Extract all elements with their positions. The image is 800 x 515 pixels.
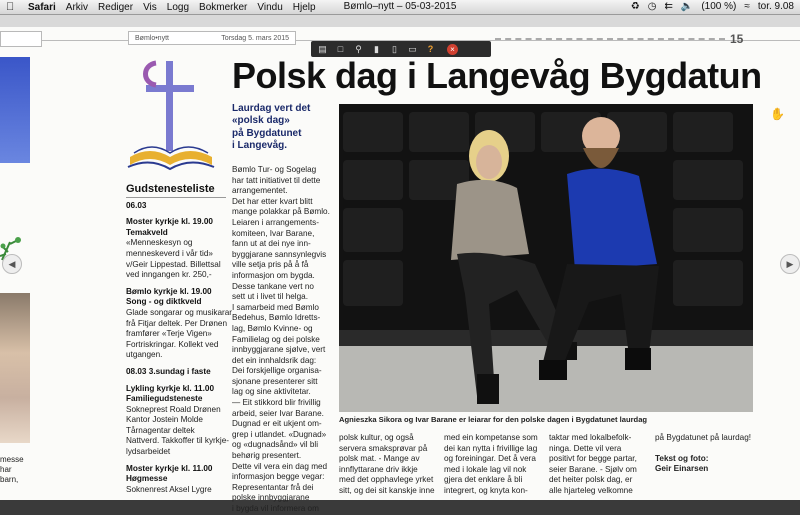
credit-line: Tekst og foto: [655,453,709,463]
menu-arkiv[interactable]: Arkiv [65,1,89,13]
lead-line: Laurdag vert det [232,103,311,114]
text-line: Bømlo Tur- og Sogelag [232,165,317,174]
lead-text [232,103,332,153]
text-line: Bedehus, Bømlo Idretts- [232,313,321,323]
hand-cursor-icon: ✋ [770,107,785,121]
lead-line: «polsk dag» [232,115,290,127]
text-line: taktar med lokalbefolk- [549,433,632,442]
service-detail: utgangen. [126,350,163,360]
service-heading: Bømlo kyrkje kl. 19.00 [126,286,212,296]
clip-icon[interactable]: ▯ [392,43,397,54]
wifi-icon[interactable]: ≈ [744,1,750,12]
text-line: byggjarane sannsynlegvis [232,249,327,259]
photo-credit [655,454,757,475]
prev-page-photo [0,293,30,443]
text-line: sett ut i livet til helga. [232,292,308,302]
status-area [631,1,794,12]
text-line: alle hjarteleg velkomne [549,485,633,495]
service-heading: 08.03 3.sundag i faste [126,366,211,376]
text-line: innflyttarane driv ikkje [339,464,418,474]
service-heading: Familiegudsteneste [126,394,203,404]
text-line: Representantar frå dei [232,482,314,492]
service-detail: Tårnagentar deltek [126,425,195,435]
text-line: fann ut at dei nye inn- [232,239,311,249]
text-line: og foreiningar. Det å vera [444,454,536,464]
text-line: positivt for begge partar, [549,454,637,464]
menu-vindu[interactable]: Vindu [257,1,283,13]
text-line: informasjon om bygda. [232,270,315,280]
service-heading: Moster kyrkje kl. 19.00 [126,217,213,227]
service-detail: lydsarbeidet [126,447,171,457]
sync-icon[interactable]: ♻ [630,1,640,12]
article-column-4 [549,433,651,497]
text-line: og «dugnadsånd» vil bli [232,440,319,450]
service-detail: Nattverd. Takkoffer til kyrkje- [126,436,229,446]
page-number: 15 [730,32,744,46]
service-detail: «Menneskesyn og [126,238,193,248]
menu-rediger[interactable]: Rediger [98,1,134,13]
bookmark-icon[interactable]: ▮ [374,43,379,54]
photo-caption: Agnieszka Sikora og Ivar Barane er leiarar for den polske dagen i Bygdatunet laurdag [339,415,648,424]
save-icon[interactable]: ▭ [408,43,417,54]
zoom-icon[interactable]: ⚲ [355,43,362,54]
text-line: arbeid, seier Ivar Barane. [232,408,324,418]
text-line: Det har etter kvart blitt [232,196,313,206]
text-line: servera smaksprøvar på [339,443,428,453]
paper-name: Bømlo•nytt [135,34,169,42]
service-heading: Song - og diktkveld [126,297,202,307]
sidebar-title: Gudstenesteliste [126,184,226,198]
text-line: Familielag og dei polske [232,334,320,344]
text-line: I samarbeid med Bømlo [232,302,319,312]
prev-page-image [0,57,30,163]
text-line: grep i utlandet. «Dugnad» [232,429,327,439]
lead-line: i Langevåg. [232,140,288,152]
credit-line: Geir Einarsen [655,464,709,474]
article-column-5 [655,433,757,475]
text-line: Desse tankane vert no [232,281,314,291]
menu-logg[interactable]: Logg [166,1,190,13]
issue-date: Torsdag 5. mars 2015 [221,34,289,42]
service-detail: v/Geir Lippestad. Billettsal [126,259,221,269]
article-column-3 [444,433,546,497]
text-line: Dei forskjellige organisa- [232,366,322,376]
menu-bar [0,0,800,15]
text-line: integrert, og knyta kon- [444,485,528,495]
window-title: Bømlo–nytt – 05-03-2015 [343,1,457,12]
prev-page-header [0,31,42,47]
prev-caption-line: messe [0,455,24,464]
volume-icon[interactable]: 🔈 [680,1,694,12]
text-line: sitt, og dei sit kanskje inne [339,485,435,495]
text-line: sjonane presenterer sitt [232,376,318,386]
header-dashes [495,38,725,40]
text-line: polske innbyggjarane [232,493,310,503]
text-line: med i lokale lag vil nok [444,464,527,474]
text-line: informasjon begge vegar: [232,472,325,482]
article-column-2 [339,433,441,497]
text-line: dei kan nytta i frivillige lag [444,443,538,453]
article-photo [339,104,753,412]
text-line: lag og sine aktivitetar. [232,387,311,397]
sidebar-lines [126,200,233,496]
text-line: polsk mat. - Mange av [339,454,420,464]
menu-safari[interactable]: Safari [28,1,56,13]
close-icon[interactable]: × [447,44,458,55]
time-machine-icon[interactable]: ◷ [647,1,657,12]
prev-caption-line: barn, [0,475,19,484]
text-line: har tatt initiativet til dette [232,175,321,185]
service-detail: Glade songarar og musikarar [126,307,233,317]
next-page-arrow-icon[interactable]: ▶ [780,254,800,274]
text-line: på Bygdatunet på laurdag! [655,433,752,442]
text-line: ninga. Dette vil vera [549,443,622,453]
column-5-lines [655,433,757,444]
lead-line: på Bygdatunet [232,127,302,139]
service-detail: Kantor Jostein Molde [126,415,203,425]
prev-page-caption [0,455,30,485]
text-line: behørig presentert. [232,451,302,461]
service-heading: 06.03 [126,200,147,210]
text-line: ville setja pris på å få [232,260,309,270]
text-line: lag, Bømlo Kvinne- og [232,323,313,333]
article-column-1 [232,165,334,515]
text-line: polsk kultur, og også [339,433,414,442]
service-detail: menneskeverd i vår tid» [126,248,213,258]
text-line: arrangementet. [232,186,288,196]
clock[interactable]: tor. 9.08 [757,1,794,12]
text-line: seier Barane. - Sjølv om [549,464,637,474]
text-line: med det opphavlege yrket [339,475,434,485]
text-line: gjera det enklare å bli [444,475,523,485]
text-line: Dugnad er eit ukjent om- [232,419,322,429]
previous-page-arrow-icon[interactable]: ◀ [2,254,22,274]
text-line: Dette vil vera ein dag med [232,461,328,471]
newspaper-page [0,27,800,513]
service-detail: framfører «Terje Vigen» [126,329,212,339]
service-detail: Fortriskringar. Kollekt ved [126,339,219,349]
service-detail: Soknenrest Aksel Lygre [126,484,212,494]
help-icon[interactable]: ? [427,44,434,54]
service-detail: frå Fitjar deltek. Per Drønen [126,318,228,328]
print-icon[interactable]: ▤ [318,43,327,54]
headline: Polsk dag i Langevåg Bygdatun [232,55,762,96]
page-icon[interactable]: □ [337,44,344,54]
text-line: — Eit stikkord blir frivillig [232,398,321,408]
text-line: i bygda vil informera om [232,504,319,513]
text-line: komiteen, Ivar Barane, [232,228,315,238]
worship-list-sidebar [126,183,233,495]
window-frame [0,15,800,27]
text-line: det heiter polsk dag, er [549,475,633,485]
menu-hjelp[interactable]: Hjelp [292,1,316,13]
church-cross-logo [126,57,218,177]
prev-caption-line: har [0,465,12,474]
text-line: Leiaren i arrangements- [232,217,319,227]
text-line: det ein innhaldsrik dag: [232,355,317,365]
service-detail: ved inngangen kr. 250,- [126,270,212,280]
menu-bokmerker[interactable]: Bokmerker [199,1,248,13]
text-line: med ein kompetanse som [444,433,538,442]
text-line: mange polakkar på Bømlo. [232,207,330,217]
bluetooth-icon[interactable]: ⇇ [664,1,673,12]
page-header [128,31,296,45]
service-heading: Moster kyrkje kl. 11.00 [126,463,213,473]
service-heading: Høgmesse [126,474,168,484]
apple-menu-icon[interactable] [6,1,18,13]
text-line: innbyggjarane sjølve, vert [232,345,326,355]
service-heading: Lykling kyrkje kl. 11.00 [126,383,214,393]
menu-vis[interactable]: Vis [143,1,157,13]
service-heading: Temakveld [126,227,168,237]
service-detail: Sokneprest Roald Drønen [126,404,221,414]
battery-text[interactable]: (100 %) [701,1,737,12]
